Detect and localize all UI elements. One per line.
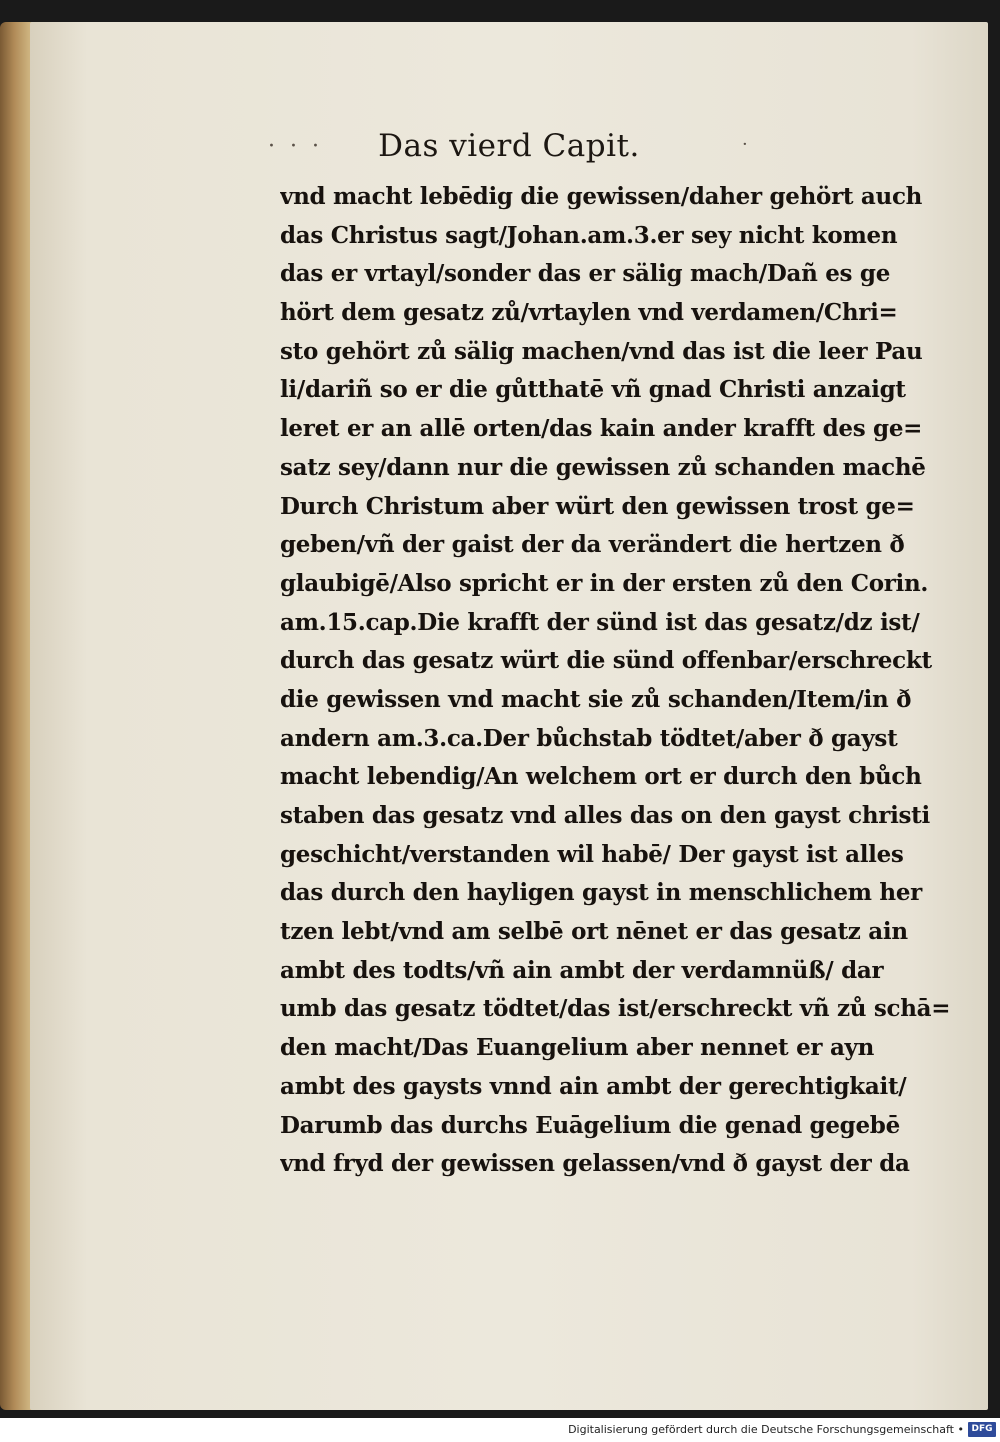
text-line: die gewissen vnd macht sie zů schanden/Item/in ð bbox=[280, 685, 912, 713]
text-line: li/dariñ so er die gůtthatē vñ gnad Christi anzaigt bbox=[280, 376, 906, 404]
footer-credit: Digitalisierung gefördert durch die Deutsche Forschungsgemeinschaft bbox=[568, 1423, 954, 1436]
text-line: durch das gesatz würt die sünd offenbar/erschreckt bbox=[280, 647, 932, 675]
text-line: geschicht/verstanden wil habē/ Der gayst ist alles bbox=[280, 840, 904, 868]
text-line: umb das gesatz tödtet/das ist/erschreckt vñ zů schā= bbox=[280, 995, 951, 1023]
page-body-text bbox=[280, 178, 980, 1184]
text-line: geben/vñ der gaist der da verändert die hertzen ð bbox=[280, 531, 905, 559]
text-line: andern am.3.ca.Der bůchstab tödtet/aber ð gayst bbox=[280, 724, 898, 752]
book-page bbox=[30, 22, 988, 1410]
text-line: das er vrtayl/sonder das er sälig mach/Dañ es ge bbox=[280, 260, 891, 288]
text-line: leret er an allē orten/das kain ander krafft des ge= bbox=[280, 415, 923, 443]
ink-specks-left: · · · bbox=[268, 134, 323, 159]
digitization-footer bbox=[0, 1418, 1000, 1442]
text-line: staben das gesatz vnd alles das on den gayst christi bbox=[280, 802, 930, 829]
text-line: am.15.cap.Die krafft der sünd ist das gesatz/dz ist/ bbox=[280, 608, 920, 636]
text-line: vnd fryd der gewissen gelassen/vnd ð gayst der da bbox=[280, 1150, 910, 1178]
text-line: ambt des todts/vñ ain ambt der verdamnüß/ dar bbox=[280, 956, 884, 984]
text-line: sto gehört zů sälig machen/vnd das ist die leer Pau bbox=[280, 337, 923, 365]
ink-speck-right: · bbox=[742, 134, 748, 155]
text-line: hört dem gesatz zů/vrtaylen vnd verdamen/Chri= bbox=[280, 299, 898, 327]
text-line: Durch Christum aber würt den gewissen trost ge= bbox=[280, 492, 915, 520]
text-line: das Christus sagt/Johan.am.3.er sey nicht komen bbox=[280, 221, 898, 249]
text-line: satz sey/dann nur die gewissen zů schanden machē bbox=[280, 453, 926, 481]
running-head: Das vierd Capit. bbox=[378, 128, 640, 164]
text-line: vnd macht lebēdig die gewissen/daher gehört auch bbox=[280, 183, 923, 210]
text-line: das durch den hayligen gayst in menschlichem her bbox=[280, 879, 922, 907]
text-line: den macht/Das Euangelium aber nennet er ayn bbox=[280, 1034, 875, 1062]
footer-credit-line bbox=[568, 1423, 964, 1436]
text-line: Darumb das durchs Euāgelium die genad gegebē bbox=[280, 1111, 900, 1139]
dfg-logo: DFG bbox=[968, 1422, 996, 1437]
text-line: macht lebendig/An welchem ort er durch den bůch bbox=[280, 763, 922, 791]
text-line: glaubigē/Also spricht er in der ersten zů den Corin. bbox=[280, 569, 929, 597]
text-line: tzen lebt/vnd am selbē ort nēnet er das gesatz ain bbox=[280, 918, 908, 946]
text-line: ambt des gaysts vnnd ain ambt der gerechtigkait/ bbox=[280, 1072, 907, 1100]
footer-separator: • bbox=[957, 1423, 964, 1436]
